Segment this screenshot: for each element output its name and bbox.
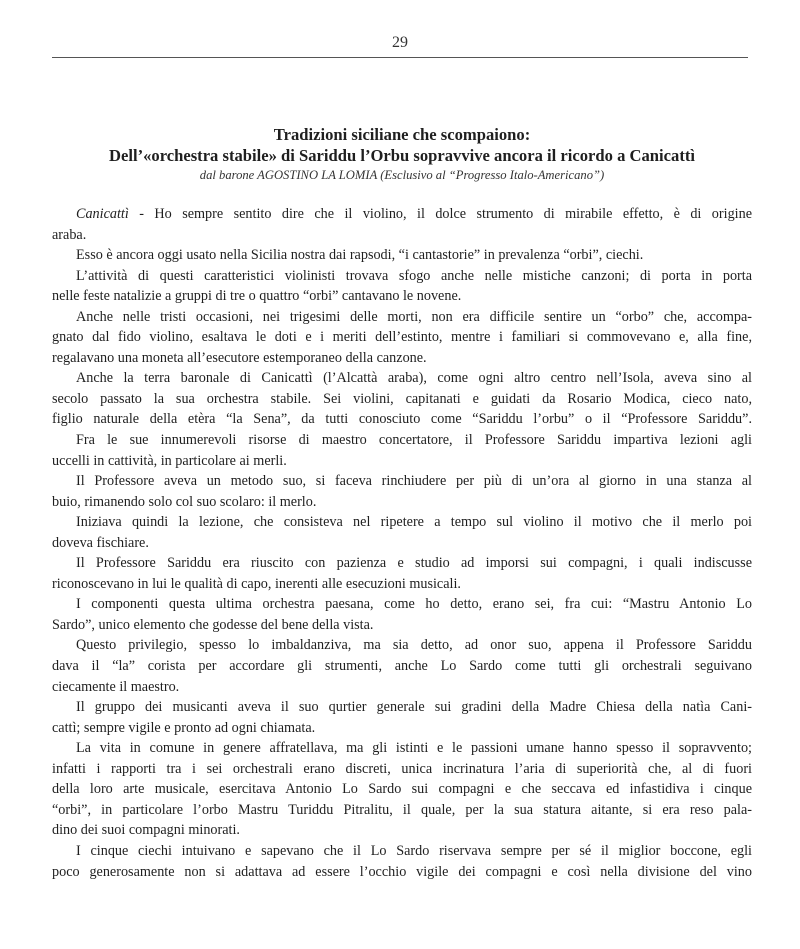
body-line — [76, 841, 752, 862]
body-line-text: Anche nelle tristi occasioni, nei trigesimi delle morti, non era difficile sentire un “orbo” che, accompa- — [76, 308, 752, 325]
body-line-text: Il Professore aveva un metodo suo, si faceva rinchiudere per più di un’ora al giorno in una stanza al — [76, 473, 752, 490]
body-line — [52, 677, 752, 698]
body-line-text: riconoscevano in lui le qualità di capo, inerenti alle esecuzioni musicali. — [52, 575, 461, 592]
body-line-text: doveva fischiare. — [52, 534, 149, 551]
body-line — [52, 656, 752, 677]
body-line — [76, 245, 752, 266]
body-line — [76, 204, 752, 225]
dateline: Canicattì — [76, 206, 129, 222]
header-rule — [52, 57, 748, 58]
body-line — [52, 779, 752, 800]
body-line-text: - Ho sempre sentito dire che il violino, il dolce strumento di mirabile effetto, è di origine — [128, 206, 752, 222]
body-line-text: Sardo”, unico elemento che godesse del bene della vista. — [52, 616, 374, 633]
body-line-text: Il gruppo dei musicanti aveva il suo qurtier generale sui gradini della Madre Chiesa della natìa Cani- — [76, 699, 752, 716]
body-line-text: Iniziava quindi la lezione, che consisteva nel ripetere a tempo sul violino il motivo che il merlo poi — [76, 514, 752, 531]
body-line-text: regalavano una moneta all’esecutore estemporaneo della canzone. — [52, 349, 427, 366]
body-line-text: ciecamente il maestro. — [52, 678, 180, 695]
body-line — [76, 553, 752, 574]
body-line-text: Il Professore Sariddu era riuscito con pazienza e studio ad imporsi sui compagni, i quali indiscusse — [76, 555, 752, 572]
body-line — [52, 533, 752, 554]
body-line-text: La vita in comune in genere affratellava, ma gli istinti e le passioni umane hanno spesso il sopravvento; — [76, 740, 752, 757]
body-line-text: uccelli in cattività, in particolare ai merli. — [52, 452, 287, 469]
body-line-text: L’attività di questi caratteristici violinisti trovava sfogo anche nelle mistiche canzoni; di porta in porta — [76, 267, 752, 284]
body-line-text: araba. — [52, 226, 87, 243]
body-line — [52, 225, 752, 246]
article-title-line-1: Tradizioni siciliane che scompaiono: — [273, 125, 531, 144]
article-title-line-2: Dell’«orchestra stabile» di Sariddu l’Orbu sopravvive ancora il ricordo a Canicattì — [109, 146, 695, 165]
body-line — [52, 389, 752, 410]
body-line — [52, 327, 752, 348]
body-line — [52, 492, 752, 513]
body-line-text: buio, rimanendo solo col suo scolaro: il merlo. — [52, 493, 317, 510]
body-line-text: della loro arte musicale, esercitava Antonio Lo Sardo sui compagni e che seccava ed infastidiva i cinque — [52, 781, 752, 798]
body-line-text: gnato dal fido violino, esaltava le doti e i meriti dell’estinto, mentre i familiari si commovevano e, alla fine, — [52, 329, 752, 346]
body-line — [52, 759, 752, 780]
body-line — [76, 635, 752, 656]
body-line-text: I componenti questa ultima orchestra paesana, come ho detto, erano sei, fra cui: “Mastru Antonio Lo — [76, 596, 752, 613]
body-line — [52, 718, 752, 739]
body-line — [52, 348, 752, 369]
page-number: 29 — [392, 34, 408, 51]
body-line-text: nelle feste natalizie a gruppi di tre o quattro “orbi” cantavano le novene. — [52, 288, 462, 305]
body-line-text: figlio naturale della etèra “la Sena”, da tutti conosciuto come “Sariddu l’orbu” o il “Professore Sariddu”. — [52, 411, 752, 428]
body-line — [76, 512, 752, 533]
body-line-text: secolo passato la sua orchestra stabile. Sei violini, capitanati e guidati da Rosario Modica, cieco nato, — [52, 390, 752, 407]
body-line-text: dava il “la” corista per accordare gli strumenti, anche Lo Sardo come tutti gli orchestrali seguivano — [52, 658, 752, 675]
body-line-text: Esso è ancora oggi usato nella Sicilia nostra dai rapsodi, “i cantastorie” in prevalenza “orbi”, ciechi. — [76, 247, 644, 264]
body-line — [52, 451, 752, 472]
body-line-text: I cinque ciechi intuivano e sapevano che il Lo Sardo riservava sempre per sé il miglior boccone, egli — [76, 842, 752, 859]
body-line — [76, 430, 752, 451]
article-byline: dal barone AGOSTINO LA LOMIA (Esclusivo al “Progresso Italo-Americano”) — [199, 168, 605, 182]
article-header — [60, 124, 744, 184]
body-line — [52, 409, 752, 430]
body-line — [52, 800, 752, 821]
body-line — [76, 266, 752, 287]
body-line — [76, 368, 752, 389]
body-line — [76, 594, 752, 615]
body-line-text: cattì; sempre vigile e pronto ad ogni chiamata. — [52, 719, 316, 736]
body-line-text: “orbi”, in particolare l’orbo Mastru Turiddu Pitralitu, il quale, per la sua statura aitante, si era reso pala- — [52, 801, 752, 818]
body-line — [52, 286, 752, 307]
body-line — [76, 738, 752, 759]
body-line-text: Questo privilegio, spesso lo imbaldanziva, ma sia detto, ad onor suo, appena il Professore Sariddu — [76, 637, 752, 654]
body-line-text: infatti i rapporti tra i sei orchestrali erano discreti, unica incrinatura l’aria di superiorità che, al di fuori — [52, 760, 752, 777]
body-line — [52, 615, 752, 636]
body-line-text: poco generosamente non si adattava ad essere l’occhio vigile dei compagni e così nella divisione del vino — [52, 863, 752, 880]
body-line — [76, 697, 752, 718]
body-line — [52, 820, 752, 841]
article-body — [52, 204, 752, 882]
body-line — [76, 471, 752, 492]
body-line — [52, 862, 752, 883]
body-line — [76, 307, 752, 328]
body-line-text: Fra le sue innumerevoli risorse di maestro concertatore, il Professore Sariddu impartiva lezioni agli — [76, 432, 752, 449]
body-line-text: dino dei suoi compagni minorati. — [52, 822, 240, 839]
body-line — [52, 574, 752, 595]
body-line-text: Anche la terra baronale di Canicattì (l’Alcattà araba), come ogni altro centro nell’Isola, aveva sino al — [76, 370, 752, 387]
